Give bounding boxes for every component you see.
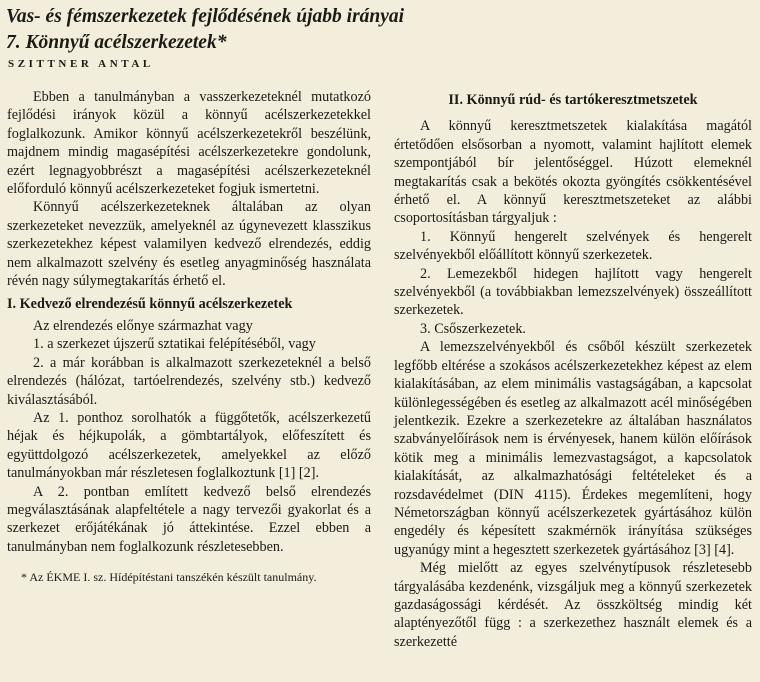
paragraph: Könnyű acélszerkezeteknek általában az olyan szerkezeteket nevezzük, amelyeknél az úgynevezett klasszikus szerkezetekhez képest valamilyen kedvező elrendezés, eddig nem alkalmazott szelvény és esetleg anyagminőség használata révén nagy súlymegtakarítás érhető el. (7, 199, 371, 290)
section-heading-2: II. Könnyű rúd- és tartókeresztmetszetek (448, 92, 698, 108)
paragraph: A könnyű keresztmetszetek kialakítása magától értetődően elsősorban a nyomott, valamint hajlított elemek szempontjából bír jelentőséggel. Húzott elemeknél megtakarítás csak a bekötés okozta gyöngítés csökkentésével érhető el. A könnyű keresztmetszeteket az alábbi csoportosításban tárgyaljuk : (394, 118, 752, 227)
part-title: 7. Könnyű acélszerkezetek* (6, 32, 227, 53)
section-heading-1: I. Kedvező elrendezésű könnyű acélszerkezetek (7, 296, 293, 313)
paragraph: Az elrendezés előnye származhat vagy (33, 317, 253, 334)
paragraph: A lemezszelvényekből és csőből készült szerkezetek legfőbb eltérése a szokásos acélszerkezetekhez képest az elem kialakításában, az elem minimális vastagságában, a kapcsolat különlegességében és esetleg az alkalmazott acél minőségében jelentkezik. Ezekre a szerkezetekre az általában használatos szabványelőírások nem is érvényesek, hanem külön előírások kötik meg a minimális lemezvastagságot, a kapcsolatok kialakítását, az alkalmazhatósági feltételeket és a rozsdavédelmet (DIN 4115). Érdekes megemlíteni, hogy Németországban könnyű acélszerkezetek gyártásához külön engedély és képesített szakmérnök irányítása szükséges ugyanúgy mint a hegesztett szerkezetek gyártásához [3] [4]. (394, 339, 752, 558)
left-column (7, 88, 371, 585)
footnote-text: * Az ÉKME I. sz. Hídépítéstani tanszékén készült tanulmány. (21, 570, 317, 585)
series-title: Vas- és fémszerkezetek fejlődésének újabb irányai (6, 6, 405, 27)
footnote (7, 569, 371, 585)
article-title (6, 4, 756, 56)
right-column (394, 88, 752, 651)
list-item: 1. a szerkezet újszerű sztatikai felépítéséből, vagy (33, 336, 316, 353)
paragraph: Még mielőtt az egyes szelvénytípusok részletesebb tárgyalásába kezdenénk, vizsgáljuk meg a könnyű szerkezetek gazdaságossági kérdését. Az összköltség mindig két alaptényezőtől függ : a szerkezethez használt elemek és a szerkezetté (394, 560, 752, 650)
list-item: 3. Csőszerkezetek. (420, 320, 526, 337)
paragraph: A 2. pontban említett kedvező belső elrendezés megválasztásának alapfeltétele a nagy tervezői gyakorlat és a szerkezet erőjátékának jó áttekintése. Ezzel ebben a tanulmányban nem foglalkozunk részletesebben. (7, 483, 371, 555)
list-item: 2. Lemezekből hidegen hajlított vagy hengerelt szelvényekből (a továbbiakban lemezszelvények) összeállított szerkezetek. (394, 265, 752, 319)
paragraph: Ebben a tanulmányban a vasszerkezeteknél mutatkozó fejlődési irányok közül a könnyű acélszerkezetekkel foglalkozunk. Amikor könnyű acélszerkezetekről beszélünk, majdnem mindig magasépítési acélszerkezetekre gondolunk, ezért legnagyobbrészt a magasépítési acélszerkezeteknél előforduló könnyű acélszerkezeteket fogjuk ismertetni. (7, 89, 371, 198)
list-item: 2. a már korábban is alkalmazott szerkezeteknél a belső elrendezés (hálózat, tartóelrendezés, szelvény stb.) kedvező kiválasztásából. (7, 354, 371, 408)
list-item: 1. Könnyű hengerelt szelvények és hengerelt szelvényekből előállított könnyű szerkezetek. (394, 228, 752, 264)
author-name: SZITTNER ANTAL (8, 58, 154, 70)
paragraph: Az 1. ponthoz sorolhatók a függőtetők, acélszerkezetű héjak és héjkupolák, a gömbtartályok, előfeszített és együttdolgozó acélszerkezetek, amelyekkel az előző tanulmányokban már részletesen foglalkoztunk [1] [2]. (7, 409, 371, 482)
